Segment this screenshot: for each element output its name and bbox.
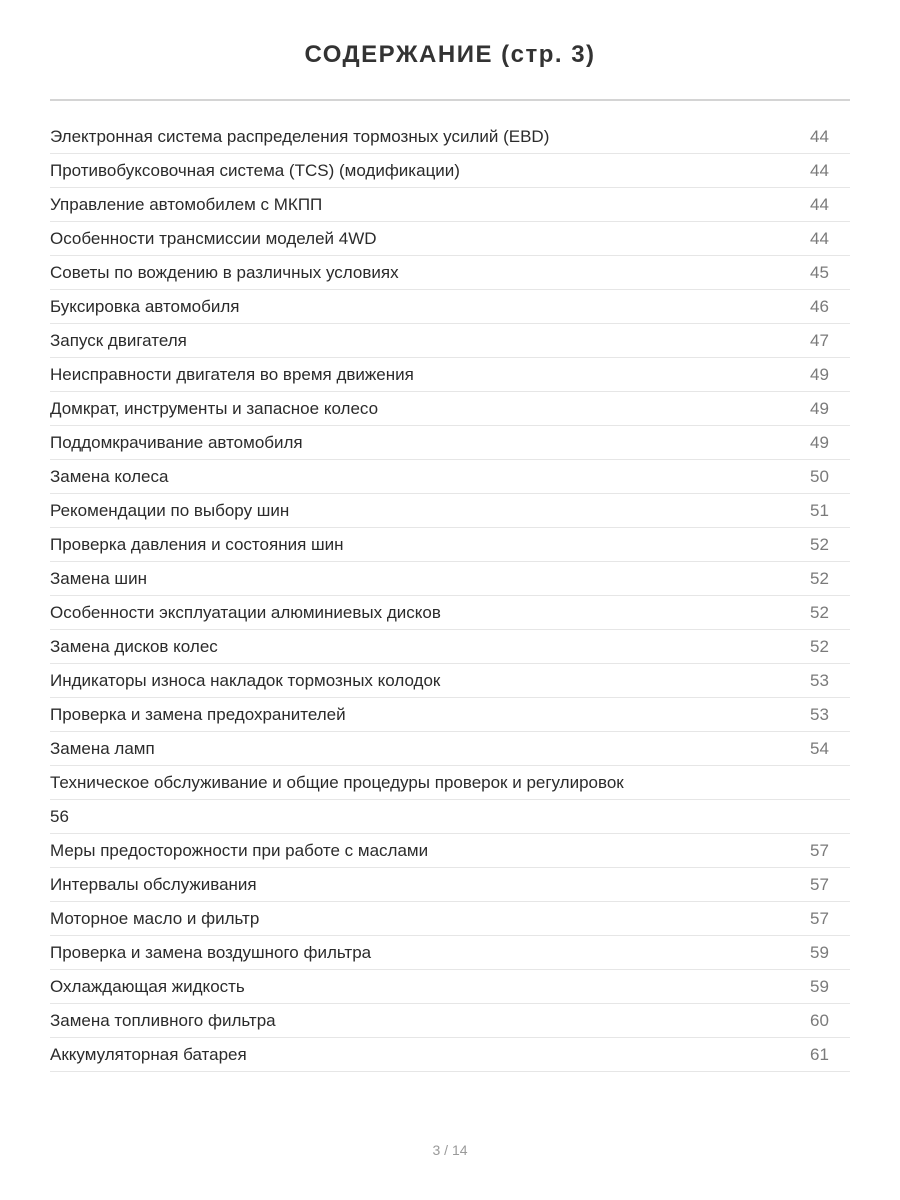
toc-entry-page: 52 <box>810 637 829 656</box>
toc-entry-wrapped-page[interactable] <box>50 800 850 834</box>
toc-entry-page: 49 <box>810 399 829 418</box>
toc-entry-title: Поддомкрачивание автомобиля <box>50 433 303 452</box>
toc-entry[interactable] <box>50 460 850 494</box>
toc-entry-page: 54 <box>810 739 829 758</box>
toc-entry[interactable] <box>50 426 850 460</box>
toc-entry-title: Советы по вождению в различных условиях <box>50 263 399 282</box>
toc-entry[interactable] <box>50 290 850 324</box>
toc-entry-title: Охлаждающая жидкость <box>50 977 245 996</box>
toc-entry-page: 44 <box>810 195 829 214</box>
toc-entry-title: Проверка и замена воздушного фильтра <box>50 943 372 962</box>
toc-entry[interactable] <box>50 222 850 256</box>
toc-entry-title: Особенности трансмиссии моделей 4WD <box>50 229 377 248</box>
toc-entry[interactable] <box>50 1038 850 1072</box>
toc-entry[interactable] <box>50 324 850 358</box>
toc-entry-page: 52 <box>810 569 829 588</box>
toc-entry[interactable] <box>50 494 850 528</box>
toc-entry-page: 57 <box>810 909 829 928</box>
toc-entry[interactable] <box>50 630 850 664</box>
toc-entry-page: 52 <box>810 603 829 622</box>
toc-entry-page: 49 <box>810 433 829 452</box>
toc-entry-title: Замена шин <box>50 569 147 588</box>
toc-entry-page: 52 <box>810 535 829 554</box>
toc-entry[interactable] <box>50 358 850 392</box>
toc-entry-title: Управление автомобилем с МКПП <box>50 195 323 214</box>
toc-entry-title: Неисправности двигателя во время движения <box>50 365 414 384</box>
toc-entry-title: Особенности эксплуатации алюминиевых дисков <box>50 603 441 622</box>
toc-entry-page: 59 <box>810 943 829 962</box>
toc-entry-page: 46 <box>810 297 829 316</box>
toc-entry[interactable] <box>50 732 850 766</box>
toc-entry[interactable] <box>50 120 850 154</box>
toc-entry-page: 61 <box>810 1045 829 1064</box>
toc-entry[interactable] <box>50 562 850 596</box>
toc-entry-page: 44 <box>810 229 829 248</box>
toc-entry[interactable] <box>50 664 850 698</box>
toc-entry-title: Запуск двигателя <box>50 331 187 350</box>
toc-entry-page: 53 <box>810 671 829 690</box>
toc-entry-title: Меры предосторожности при работе с маслами <box>50 841 429 860</box>
toc-entry-title: Замена ламп <box>50 739 155 758</box>
toc-entry-wrapped[interactable] <box>50 766 850 800</box>
toc-entry-title: Индикаторы износа накладок тормозных колодок <box>50 671 441 690</box>
toc-entry[interactable] <box>50 902 850 936</box>
toc-entry-title: Буксировка автомобиля <box>50 297 240 316</box>
toc-entry[interactable] <box>50 834 850 868</box>
toc-entry[interactable] <box>50 698 850 732</box>
toc-entry-title: Противобуксовочная система (TCS) (модификации) <box>50 161 460 180</box>
toc-entry-page: 50 <box>810 467 829 486</box>
page-title: СОДЕРЖАНИЕ (стр. 3) <box>304 41 596 68</box>
toc-entry-page: 44 <box>810 127 829 146</box>
toc-entry[interactable] <box>50 528 850 562</box>
toc-entry-title: Техническое обслуживание и общие процедуры проверок и регулировок <box>50 773 624 792</box>
toc-entry[interactable] <box>50 392 850 426</box>
toc-entry-title: Аккумуляторная батарея <box>50 1045 247 1064</box>
toc-entry-page: 53 <box>810 705 829 724</box>
toc-entry-title: Электронная система распределения тормозных усилий (EBD) <box>50 127 550 146</box>
toc-entry-page: 60 <box>810 1011 829 1030</box>
toc-entry[interactable] <box>50 1004 850 1038</box>
toc-entry-title: Рекомендации по выбору шин <box>50 501 290 520</box>
toc-entry-page: 47 <box>810 331 829 350</box>
toc-entry-title: Проверка давления и состояния шин <box>50 535 344 554</box>
toc-entry-title: Замена колеса <box>50 467 169 486</box>
toc-entry-title: Замена дисков колес <box>50 637 218 656</box>
toc-entry-page: 44 <box>810 161 829 180</box>
toc-entry-page: 57 <box>810 841 829 860</box>
table-of-contents <box>50 120 850 1072</box>
toc-entry[interactable] <box>50 154 850 188</box>
toc-entry-page: 56 <box>50 807 69 826</box>
toc-entry[interactable] <box>50 868 850 902</box>
toc-entry-page: 59 <box>810 977 829 996</box>
toc-entry[interactable] <box>50 596 850 630</box>
toc-entry-title: Проверка и замена предохранителей <box>50 705 346 724</box>
toc-entry-title: Домкрат, инструменты и запасное колесо <box>50 399 379 418</box>
toc-entry[interactable] <box>50 970 850 1004</box>
toc-entry-page: 51 <box>810 501 829 520</box>
toc-entry-page: 45 <box>810 263 829 282</box>
toc-entry-page: 49 <box>810 365 829 384</box>
toc-entry-title: Интервалы обслуживания <box>50 875 257 894</box>
title-divider <box>50 99 850 101</box>
page-number: 3 / 14 <box>432 1142 468 1158</box>
toc-entry-page: 57 <box>810 875 829 894</box>
toc-entry-title: Замена топливного фильтра <box>50 1011 276 1030</box>
toc-entry[interactable] <box>50 936 850 970</box>
toc-entry[interactable] <box>50 188 850 222</box>
toc-entry-title: Моторное масло и фильтр <box>50 909 260 928</box>
toc-entry[interactable] <box>50 256 850 290</box>
